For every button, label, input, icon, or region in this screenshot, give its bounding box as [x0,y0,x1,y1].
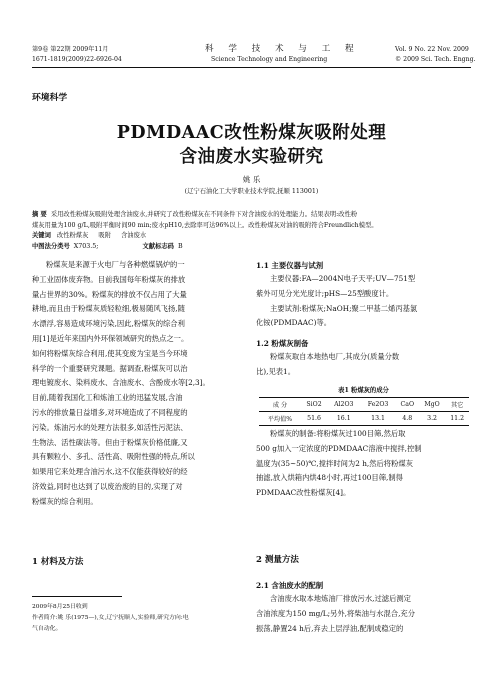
para-1-2 [256,350,471,380]
para-line: 粉煤灰取自本地热电厂,其成分(质量分数 [270,352,400,361]
journal-title-cn: 科 学 技 术 与 工 程 [205,44,360,54]
footnote-author: 作者简介:姚 乐(1975—),女,辽宁抚顺人,实验师,研究方向:电 [32,615,189,621]
footnotes [32,602,248,635]
table-cell: 3.2 [419,412,445,426]
table-header-cell: Al2O3 [327,398,360,412]
table-cell: 51.6 [301,412,327,426]
article-title-line2: 含油废水实验研究 [179,147,324,167]
table-cell: 4.8 [396,412,419,426]
table-header-cell: SiO2 [301,398,327,412]
intro-line: 济效益,同时也达到了以废治废的目的,实现了对 [32,481,183,491]
affiliation: (辽宁石油化工大学职业技术学院,抚顺 113001) [184,188,319,195]
para-line: 化铵(PDMDAAC)等。 [256,318,332,328]
intro-paragraph [32,258,248,510]
para-line: 比),见表1。 [256,366,295,376]
footnote-received: 2009年8月25日收到 [32,604,88,610]
para-line: 含油浓度为150 mg/L;另外,将柴油与水混合,充分 [256,608,415,618]
table-cell: 13.1 [360,412,395,426]
intro-line: 污水的排放量日益增多,对环境造成了不同程度的 [32,407,188,417]
para-line: 紫外可见分光光度计;pHS—25型酸度计。 [256,288,394,298]
intro-line: 具有颗粒小、多孔、活性高、吸附性强的特点,所以 [32,452,195,462]
clc-value: X703.5; [73,242,99,250]
doc-code-label: 文献标志码 [142,242,174,250]
table-header-cell: Fe2O3 [360,398,395,412]
clc-label: 中图法分类号 [32,242,70,250]
footnote-author-cont: 气自动化。 [32,626,62,632]
abstract-label: 摘 要 [32,211,47,218]
para-1-1 [256,272,471,331]
intro-line: 目前,随着我国化工和炼油工业的迅猛发展,含油 [32,393,183,403]
header-rule [32,67,471,68]
para-line: 主要试剂:粉煤灰;NaOH;聚二甲基二烯丙基氯 [270,303,418,313]
abstract-text-2: 煤灰用量为100 g/L,吸附平衡时间90 min;废水pH10,去除率可达96%以上。改性粉煤灰对油的吸附符合Freundlich模型。 [32,221,378,229]
section2-heading: 2 测量方法 [256,555,299,565]
section1-heading: 1 材料及方法 [32,557,84,567]
volume-line: Vol. 9 No. 22 Nov. 2009 [395,46,469,53]
table-header-cell: 成 分 [259,398,301,412]
para-line: 振荡,静置24 h后,弃去上层浮油,配制成稳定的 [256,623,404,633]
issn-line: 1671-1819(2009)22-6926-04 [32,56,122,63]
para-line: 500 g加入一定浓度的PDMDAAC溶液中搅拌,控制 [256,443,422,453]
para-preparation [256,427,471,501]
doc-code-value: B [177,242,183,250]
para-line: 粉煤灰的制备:将粉煤灰过100目筛,然后取 [270,429,406,438]
table-caption: 表1 粉煤灰的成分 [338,387,389,394]
abstract-text-1: 采用改性粉煤灰吸附处理含油废水,并研究了改性粉煤灰在不同条件下对含油废水的处理能力。结果表明:改性粉 [50,211,358,218]
intro-line: 种工业固体废弃物。目前我国每年粉煤灰的排放 [32,274,186,284]
para-line: PDMDAAC改性粉煤灰[4]。 [256,488,351,498]
intro-line: 科学的一个重要研究课题。据调查,粉煤灰可以治 [32,363,188,373]
composition-table [259,397,469,426]
abstract [32,210,472,252]
intro-line: 污染。炼油污水的处理方法很多,如活性污泥法、 [32,422,188,432]
intro-line: 如何将粉煤灰综合利用,使其变废为宝是当今环境 [32,348,188,358]
intro-line: 粉煤灰的综合利用。 [32,496,98,506]
intro-line: 如果用它来处理含油污水,这不仅能获得较好的经 [32,467,188,477]
intro-line: 用[1]是近年来国内外环保领域研究的热点之一。 [32,333,189,343]
table-cell: 平均值% [259,412,301,426]
table-row [259,412,469,426]
intro-line: 理电镀废水、染料废水、含油废水、含酚废水等[2,3]。 [32,378,210,388]
journal-issue-line: 第9卷 第22期 2009年11月 [32,46,109,53]
copyright-line: © 2009 Sci. Tech. Engng. [395,56,476,63]
intro-line: 水漂浮,容易造成环境污染,因此,粉煤灰的综合利 [32,319,185,329]
table-cell: 11.2 [445,412,469,426]
footnote-rule [32,596,122,597]
intro-line: 粉煤灰是来源于火电厂与各种燃煤锅炉的一 [46,260,185,269]
heading-1-2: 1.2 粉煤灰制备 [256,339,309,348]
keywords-label: 关键词 [32,232,51,239]
intro-line: 耕地,而且由于粉煤灰质轻粒细,极易随风飞扬,随 [32,304,185,314]
para-2-1 [256,592,471,636]
intro-line: 生物法、活性碳法等。但由于粉煤灰价格低廉,又 [32,437,188,447]
article-title-line1: PDMDAAC改性粉煤灰吸附处理 [116,123,387,143]
para-line: 温度为(35~50)℃,搅拌时间为2 h,然后将粉煤灰 [256,458,413,468]
para-line: 主要仪器:FA—2004N电子天平;UV—751型 [270,274,416,283]
section-category: 环境科学 [32,93,68,103]
table-header-cell: MgO [419,398,445,412]
para-line: 含油废水取本地炼油厂排放污水,过滤后测定 [270,594,411,603]
keywords-text: 改性粉煤灰 吸附 含油废水 [56,232,147,239]
table-cell: 16.1 [327,412,360,426]
para-line: 抽滤,放入烘箱内烘48小时,再过100目筛,制得 [256,473,403,483]
author: 姚 乐 [242,175,261,184]
table-header-row [259,398,469,412]
journal-title-en: Science Technology and Engineering [211,56,328,63]
heading-2-1: 2.1 含油废水的配制 [256,581,324,590]
table-header-cell: 其它 [445,398,469,412]
table-header-cell: CaO [396,398,419,412]
heading-1-1: 1.1 主要仪器与试剂 [256,261,324,270]
intro-line: 量占世界的30%。粉煤灰的排放不仅占用了大量 [32,289,187,299]
